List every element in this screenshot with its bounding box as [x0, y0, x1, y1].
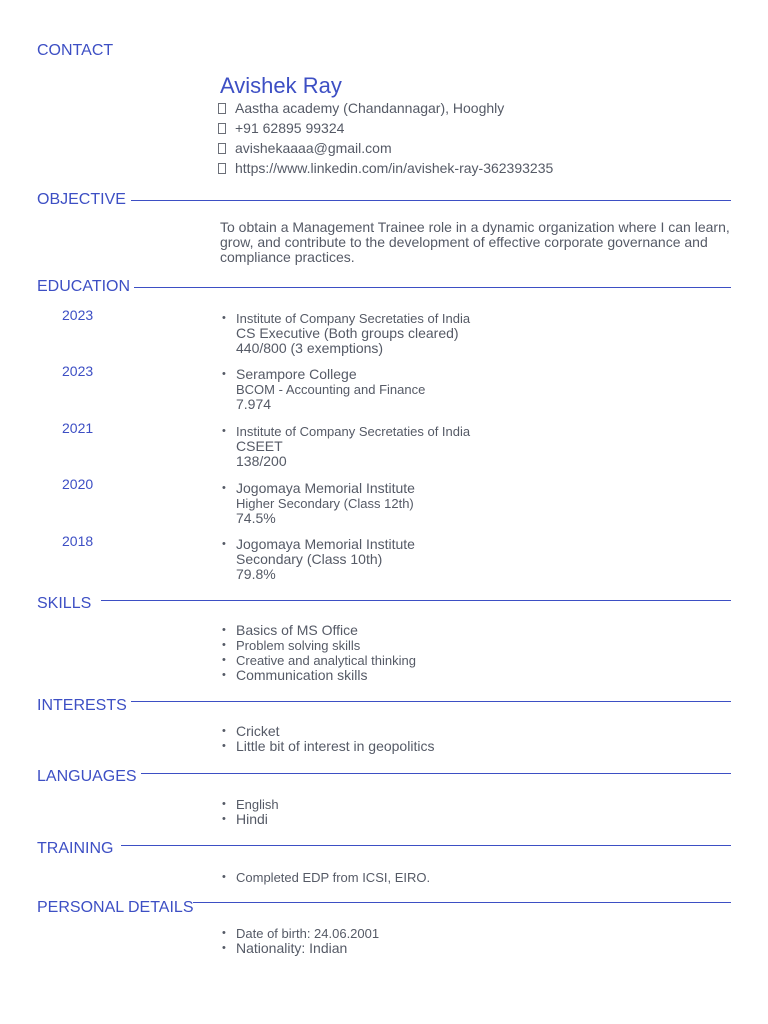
- education-year: 2023: [62, 363, 94, 379]
- education-course: CS Executive (Both groups cleared): [236, 325, 459, 341]
- education-year: 2018: [62, 533, 94, 549]
- phone-icon: [218, 123, 226, 134]
- education-course: Higher Secondary (Class 12th): [236, 496, 414, 511]
- interest-item: • Cricket: [222, 724, 434, 739]
- education-course: Secondary (Class 10th): [236, 551, 383, 567]
- education-year: 2021: [62, 420, 94, 436]
- education-result: 138/200: [236, 453, 287, 469]
- skill-item: • Basics of MS Office: [222, 623, 416, 638]
- languages-list: [222, 797, 279, 827]
- language-item: • English: [222, 797, 279, 812]
- training-item: • Completed EDP from ICSI, EIRO.: [222, 870, 430, 885]
- languages-divider: [141, 773, 731, 774]
- education-entry: [222, 424, 470, 469]
- skill-item: • Problem solving skills: [222, 638, 416, 653]
- linkedin-link[interactable]: https://www.linkedin.com/in/avishek-ray-362393235: [235, 160, 554, 176]
- personal-details-divider: [193, 902, 731, 903]
- phone-text: +91 62895 99324: [235, 120, 345, 136]
- skills-divider: [101, 600, 731, 601]
- education-course: BCOM - Accounting and Finance: [236, 382, 426, 397]
- education-entry: [222, 537, 415, 582]
- contact-heading: CONTACT: [37, 42, 114, 59]
- phone-row: [218, 120, 344, 136]
- email-link[interactable]: avishekaaaa@gmail.com: [235, 140, 392, 156]
- education-heading: EDUCATION: [37, 278, 131, 295]
- interests-list: [222, 724, 434, 754]
- bullet-icon: •: [222, 482, 226, 494]
- linkedin-row: [218, 160, 553, 176]
- education-result: 7.974: [236, 396, 272, 412]
- bullet-icon: •: [222, 425, 226, 437]
- skills-heading: SKILLS: [37, 595, 92, 612]
- objective-heading: OBJECTIVE: [37, 191, 126, 208]
- education-entry: [222, 481, 415, 526]
- personal-details-list: [222, 926, 379, 956]
- education-result: 79.8%: [236, 566, 276, 582]
- education-institution: Institute of Company Secretaties of India: [236, 311, 471, 326]
- linkedin-icon: [218, 163, 226, 174]
- candidate-name: Avishek Ray: [220, 73, 342, 98]
- education-year: 2023: [62, 307, 94, 323]
- personal-detail-item: • Date of birth: 24.06.2001: [222, 926, 379, 941]
- email-row: [218, 140, 392, 156]
- skills-list: [222, 623, 416, 683]
- objective-text: To obtain a Management Trainee role in a dynamic organization where I can learn, grow, and contribute to the development of effective corporate governance and compliance practices.: [220, 219, 730, 265]
- bullet-icon: •: [222, 538, 226, 550]
- education-institution: Jogomaya Memorial Institute: [236, 480, 415, 496]
- education-result: 440/800 (3 exemptions): [236, 340, 384, 356]
- objective-divider: [131, 200, 731, 201]
- education-entry: [222, 367, 425, 412]
- training-divider: [121, 845, 731, 846]
- training-heading: TRAINING: [37, 840, 114, 857]
- personal-detail-item: • Nationality: Indian: [222, 941, 379, 956]
- address-row: [218, 100, 504, 116]
- education-divider: [134, 287, 731, 288]
- education-institution: Serampore College: [236, 366, 357, 382]
- bullet-icon: •: [222, 312, 226, 324]
- address-text: Aastha academy (Chandannagar), Hooghly: [235, 100, 505, 116]
- interests-divider: [131, 701, 731, 702]
- skill-item: • Communication skills: [222, 668, 416, 683]
- interest-item: • Little bit of interest in geopolitics: [222, 739, 434, 754]
- education-institution: Jogomaya Memorial Institute: [236, 536, 415, 552]
- skill-item: • Creative and analytical thinking: [222, 653, 416, 668]
- education-course: CSEET: [236, 438, 283, 454]
- language-item: • Hindi: [222, 812, 279, 827]
- languages-heading: LANGUAGES: [37, 768, 137, 785]
- training-list: [222, 870, 430, 885]
- bullet-icon: •: [222, 368, 226, 380]
- interests-heading: INTERESTS: [37, 697, 127, 714]
- education-year: 2020: [62, 476, 94, 492]
- education-entry: [222, 311, 470, 356]
- location-icon: [218, 103, 226, 114]
- education-institution: Institute of Company Secretaties of India: [236, 424, 471, 439]
- personal-details-heading: PERSONAL DETAILS: [37, 899, 194, 916]
- education-result: 74.5%: [236, 510, 276, 526]
- email-icon: [218, 143, 226, 154]
